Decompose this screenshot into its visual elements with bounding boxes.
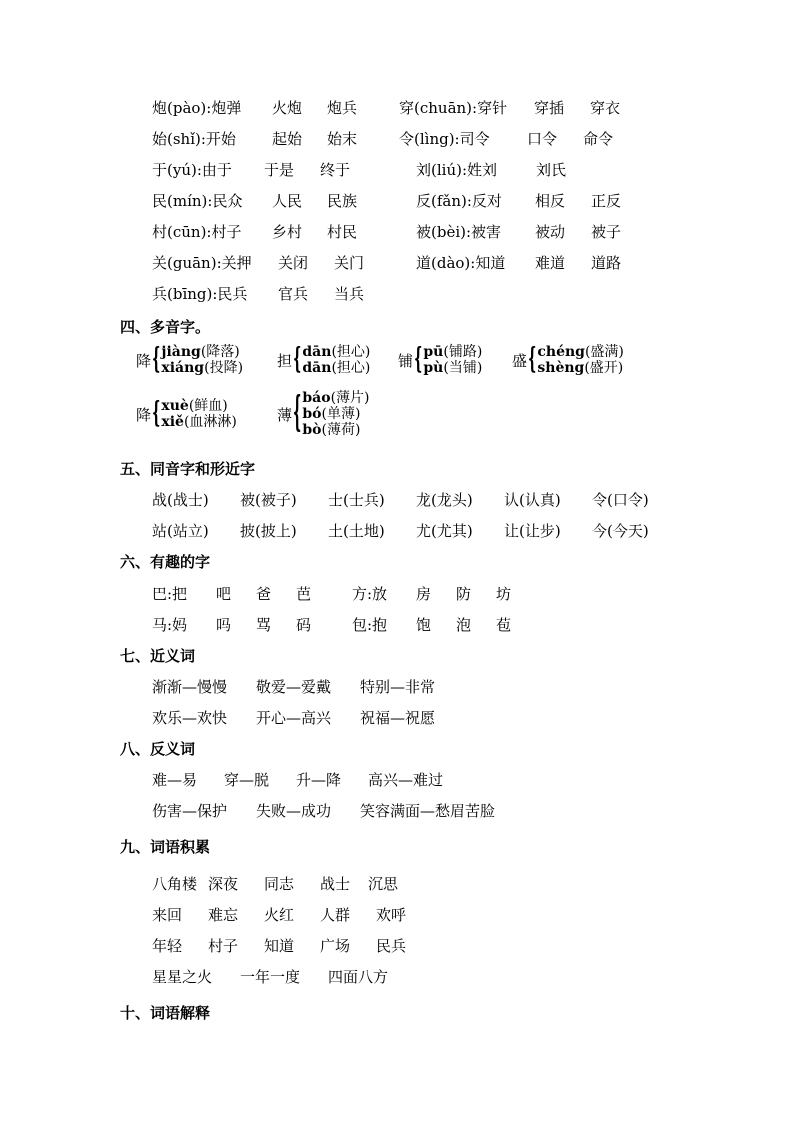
- word: 码: [296, 616, 312, 634]
- word: 刘(liú):姓刘: [416, 161, 498, 179]
- vocab-row: [152, 935, 406, 956]
- brace-icon: {: [152, 343, 161, 377]
- word: 被(被子): [240, 491, 297, 509]
- word: 来回: [152, 906, 183, 924]
- example: (担心): [331, 344, 371, 360]
- pinyin: chéng: [537, 344, 585, 360]
- word: 民兵: [376, 937, 407, 955]
- word: 村(cūn):村子: [152, 223, 242, 241]
- word: 火炮: [272, 99, 303, 117]
- word: 人群: [320, 906, 351, 924]
- pinyin: jiàng: [161, 344, 201, 360]
- word: 战士: [320, 875, 351, 893]
- pinyin-line-1: [152, 97, 620, 118]
- word: 房: [416, 585, 432, 603]
- vocab-row: [152, 966, 388, 987]
- word: 难忘: [208, 906, 239, 924]
- brace-icon: {: [528, 343, 537, 377]
- word: 关(guān):关押: [152, 254, 252, 272]
- example: (薄片): [330, 390, 370, 406]
- vocab-row: [152, 904, 406, 925]
- word: 终于: [320, 161, 351, 179]
- polyphone-group: [136, 398, 237, 430]
- pinyin-line-2: [152, 128, 613, 149]
- word: 伤害—保护: [152, 802, 228, 820]
- section-heading-9: 九、词语积累: [120, 838, 211, 856]
- word: 披(披上): [240, 522, 297, 540]
- word: 人民: [272, 192, 303, 210]
- word: 沉思: [368, 875, 399, 893]
- pinyin-line-7: [152, 283, 364, 304]
- word: 穿衣: [590, 99, 621, 117]
- example: (盛开): [584, 360, 624, 376]
- word: 炮(pào):炮弹: [152, 99, 242, 117]
- word: 于是: [264, 161, 295, 179]
- pinyin: bò: [302, 422, 322, 438]
- word: 站(站立): [152, 522, 209, 540]
- word: 刘氏: [536, 161, 567, 179]
- polyphone-group: [277, 390, 370, 438]
- word: 乡村: [272, 223, 303, 241]
- interesting-chars-row: [152, 614, 511, 635]
- word: 命令: [583, 130, 614, 148]
- example: (单薄): [321, 406, 361, 422]
- word: 欢乐—欢快: [152, 709, 228, 727]
- brace-icon: {: [152, 397, 161, 431]
- section-heading-6: 六、有趣的字: [120, 553, 211, 571]
- char: 降: [136, 351, 152, 370]
- pinyin: pù: [423, 360, 444, 376]
- word: 火红: [264, 906, 295, 924]
- word: 欢呼: [376, 906, 407, 924]
- word: 起始: [272, 130, 303, 148]
- word: 始末: [327, 130, 358, 148]
- example: (薄荷): [321, 422, 361, 438]
- char: 薄: [277, 405, 293, 424]
- brace-icon: {: [414, 343, 423, 377]
- word: 龙(龙头): [416, 491, 473, 509]
- word: 官兵: [278, 285, 309, 303]
- section-heading-4: 四、多音字。: [120, 318, 211, 336]
- example: (担心): [331, 360, 371, 376]
- word: 穿—脱: [224, 771, 270, 789]
- word: 祝福—祝愿: [360, 709, 436, 727]
- word: 令(lìng):司令: [399, 130, 490, 148]
- word: 吗: [216, 616, 232, 634]
- word: 让(让步): [504, 522, 561, 540]
- polyphone-group: [277, 344, 370, 376]
- word: 相反: [535, 192, 566, 210]
- word: 芭: [296, 585, 312, 603]
- word: 泡: [456, 616, 472, 634]
- word: 战(战士): [152, 491, 209, 509]
- polyphone-group: [398, 344, 482, 376]
- word: 坊: [496, 585, 512, 603]
- word: 村民: [327, 223, 358, 241]
- pinyin: dān: [302, 344, 332, 360]
- section-heading-8: 八、反义词: [120, 740, 196, 758]
- word: 饱: [416, 616, 432, 634]
- word: 升—降: [296, 771, 342, 789]
- antonym-row: [152, 800, 495, 821]
- example: (铺路): [443, 344, 483, 360]
- word: 道路: [591, 254, 622, 272]
- example: (降落): [200, 344, 240, 360]
- pinyin: dān: [302, 360, 332, 376]
- example: (血淋淋): [183, 414, 237, 430]
- pinyin-line-6: [152, 252, 621, 273]
- word: 开心—高兴: [256, 709, 332, 727]
- word: 穿插: [534, 99, 565, 117]
- word: 穿(chuān):穿针: [399, 99, 508, 117]
- brace-icon: {: [293, 343, 302, 377]
- word: 被(bèi):被害: [416, 223, 502, 241]
- char: 盛: [512, 351, 528, 370]
- word: 民族: [327, 192, 358, 210]
- example: (盛满): [584, 344, 624, 360]
- char: 担: [277, 351, 293, 370]
- word: 防: [456, 585, 472, 603]
- pinyin: bó: [302, 406, 322, 422]
- section-heading-5: 五、同音字和形近字: [120, 460, 256, 478]
- word: 笑容满面—愁眉苦脸: [360, 802, 496, 820]
- word: 敬爱—爱戴: [256, 678, 332, 696]
- word: 民(mín):民众: [152, 192, 243, 210]
- word: 炮兵: [327, 99, 358, 117]
- homophone-row: [152, 520, 649, 541]
- synonym-row: [152, 707, 435, 728]
- word: 包:抱: [352, 616, 388, 634]
- word: 知道: [264, 937, 295, 955]
- word: 关闭: [278, 254, 309, 272]
- pinyin-line-3: [152, 159, 566, 180]
- example: (鲜血): [188, 398, 228, 414]
- word: 渐渐—慢慢: [152, 678, 228, 696]
- word: 特别—非常: [360, 678, 436, 696]
- homophone-row: [152, 489, 649, 510]
- word: 吧: [216, 585, 232, 603]
- word: 苞: [496, 616, 512, 634]
- word: 方:放: [352, 585, 388, 603]
- char: 铺: [398, 351, 414, 370]
- word: 正反: [591, 192, 622, 210]
- pinyin: shèng: [537, 360, 585, 376]
- antonym-row: [152, 769, 443, 790]
- word: 难道: [535, 254, 566, 272]
- word: 同志: [264, 875, 295, 893]
- word: 八角楼: [152, 875, 198, 893]
- word: 反(fǎn):反对: [416, 192, 502, 210]
- word: 土(土地): [328, 522, 385, 540]
- word: 令(口令): [592, 491, 649, 509]
- word: 被子: [591, 223, 622, 241]
- section-heading-10: 十、词语解释: [120, 1004, 211, 1022]
- word: 村子: [208, 937, 239, 955]
- word: 高兴—难过: [368, 771, 444, 789]
- word: 星星之火: [152, 968, 213, 986]
- word: 始(shǐ):开始: [152, 130, 236, 148]
- word: 巴:把: [152, 585, 188, 603]
- word: 兵(bīng):民兵: [152, 285, 248, 303]
- example: (投降): [204, 360, 244, 376]
- word: 道(dào):知道: [416, 254, 506, 272]
- pinyin: xiáng: [161, 360, 205, 376]
- word: 尤(尤其): [416, 522, 473, 540]
- polyphone-group: [136, 344, 243, 376]
- pinyin-line-4: [152, 190, 621, 211]
- vocab-row: [152, 873, 398, 894]
- example: (当铺): [443, 360, 483, 376]
- polyphone-group: [512, 344, 624, 376]
- pinyin-line-5: [152, 221, 621, 242]
- brace-icon: {: [293, 390, 302, 438]
- word: 一年一度: [240, 968, 301, 986]
- pinyin: xuè: [161, 398, 189, 414]
- word: 认(认真): [504, 491, 561, 509]
- word: 骂: [256, 616, 272, 634]
- word: 马:妈: [152, 616, 188, 634]
- section-heading-7: 七、近义词: [120, 647, 196, 665]
- word: 今(今天): [592, 522, 649, 540]
- pinyin: xiě: [161, 414, 184, 430]
- word: 广场: [320, 937, 351, 955]
- word: 爸: [256, 585, 272, 603]
- word: 口令: [527, 130, 558, 148]
- synonym-row: [152, 676, 435, 697]
- pinyin: pū: [423, 344, 444, 360]
- word: 当兵: [334, 285, 365, 303]
- pinyin: báo: [302, 390, 331, 406]
- word: 于(yú):由于: [152, 161, 232, 179]
- word: 年轻: [152, 937, 183, 955]
- word: 难—易: [152, 771, 198, 789]
- word: 士(士兵): [328, 491, 385, 509]
- word: 失败—成功: [256, 802, 332, 820]
- word: 被动: [535, 223, 566, 241]
- interesting-chars-row: [152, 583, 511, 604]
- word: 深夜: [208, 875, 239, 893]
- word: 关门: [334, 254, 365, 272]
- char: 降: [136, 405, 152, 424]
- word: 四面八方: [328, 968, 389, 986]
